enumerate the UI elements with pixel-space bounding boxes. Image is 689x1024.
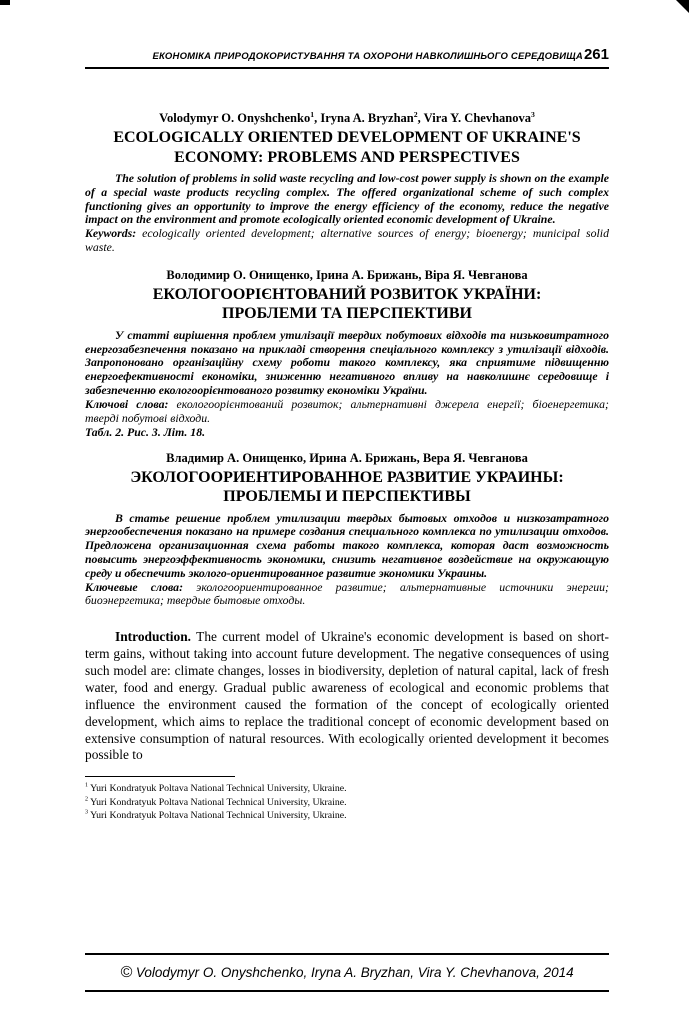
footnote-1 — [85, 782, 609, 795]
author-en-2: Iryna A. Bryzhan — [320, 111, 414, 125]
footnote-3 — [85, 809, 609, 822]
article-title-en-line2: ECONOMY: PROBLEMS AND PERSPECTIVES — [174, 148, 520, 166]
keywords-en-label: Keywords: — [85, 226, 137, 241]
footnote-1-text: Yuri Kondratyuk Poltava National Technical University, Ukraine. — [90, 783, 347, 795]
abstract-en: The solution of problems in solid waste recycling and low-cost power supply is shown on the example of a special waste products recycling complex. The offered organizational scheme of such complex functioning gives an opportunity to improve the energy efficiency of the economy, reduce the negative impact on the environment and promote ecologically oriented economic development of Ukraine. — [85, 171, 609, 227]
footnote-separator — [85, 776, 235, 777]
abstract-ru: В статье решение проблем утилизации твердых бытовых отходов и низкозатратного энергообеспечения показано на примере создания специального комплекса по утилизации отходов. Предложена организационная схема работы такого комплекса, которая даст возможность повысить энергоэффективность экономики, снизить негативное воздействие на окружающую среду и обеспечить эколого-ориентированное развитие экономики Украины. — [85, 510, 609, 580]
introduction-heading: Introduction. — [115, 629, 192, 645]
page-number: 261 — [583, 46, 609, 63]
keywords-ru-text: экологоориентированное развитие; альтернативные источники энергии; биоэнергетика; твердые бытовые отходы. — [85, 579, 609, 608]
introduction-paragraph — [85, 629, 609, 764]
article-title-en — [85, 128, 609, 167]
scan-artifact-top-left — [0, 0, 10, 5]
article-title-en-line1: ECOLOGICALLY ORIENTED DEVELOPMENT OF UKRAINE'S — [113, 129, 581, 146]
introduction-text: The current model of Ukraine's economic development is based on short-term gains, without taking into account future development. The negative consequences of using such model are: climate changes, losses in biodiversity, depletion of natural capital, lack of fresh water, food and energy. Gradual public awareness of ecological and economic problems that influence the environment caused the formation of the concept of ecologically oriented development, which aims to replace the traditional concept of economic development based on extensive consumption of natural resources. With ecologically oriented development it becomes possible to — [85, 629, 609, 763]
scan-artifact-top-right — [676, 0, 689, 13]
authors-ru: Владимир А. Онищенко, Ирина А. Брижань, Вера Я. Чевганова — [166, 450, 528, 465]
keywords-en-text: ecologically oriented development; alternative sources of energy; bioenergy; municipal solid waste. — [85, 226, 609, 255]
running-header — [85, 46, 609, 69]
footer-rule-bottom — [85, 990, 609, 992]
authors-en — [85, 111, 609, 126]
author-en-1: Volodymyr O. Onyshchenko — [159, 111, 311, 125]
keywords-en — [85, 227, 609, 255]
keywords-ua — [85, 398, 609, 426]
article-title-ua — [85, 285, 609, 324]
article-title-ua-line2: ПРОБЛЕМИ ТА ПЕРСПЕКТИВИ — [222, 305, 472, 323]
article-title-ua-line1: ЕКОЛОГООРІЄНТОВАНИЙ РОЗВИТОК УКРАЇНИ: — [152, 285, 542, 303]
keywords-ru — [85, 581, 609, 609]
footnote-1-mark: 1 — [85, 783, 89, 790]
keywords-ua-text: екологоорієнтований розвиток; альтернативні джерела енергії; біоенергетика; тверді побутові відходи. — [85, 396, 609, 425]
copyright-icon: © — [120, 964, 133, 981]
authors-ua: Володимир О. Онищенко, Ірина А. Брижань, Віра Я. Чевганова — [166, 267, 528, 282]
author-en-3: Vira Y. Chevhanova — [423, 111, 531, 125]
article-stats: Табл. 2. Рис. 3. Літ. 18. — [85, 425, 206, 440]
footnote-2-text: Yuri Kondratyuk Poltava National Technical University, Ukraine. — [90, 796, 347, 808]
keywords-ru-label: Ключевые слова: — [85, 579, 183, 594]
footnote-2 — [85, 796, 609, 809]
footnote-3-mark: 3 — [85, 809, 89, 816]
footnote-2-mark: 2 — [85, 796, 89, 803]
author-en-2-affil-mark: 2 — [413, 109, 418, 119]
article-title-ru — [85, 468, 609, 507]
abstract-ua: У статті вирішення проблем утилізації твердих побутових відходів та низьковитратного енергозабезпечення показано на прикладі створення спеціального комплексу з утилізації відходів. Запропоновано організаційну схему роботи такого комплексу, яка сприятиме підвищенню енергоефективності економіки, зниженню негативного впливу на навколишнє середовище і забезпеченню екологоорієнтованого розвитку економіки України. — [85, 327, 609, 398]
journal-title: ЕКОНОМІКА ПРИРОДОКОРИСТУВАННЯ ТА ОХОРОНИ НАВКОЛИШНЬОГО СЕРЕДОВИЩА — [152, 51, 583, 62]
copyright-text: Volodymyr O. Onyshchenko, Iryna A. Bryzhan, Vira Y. Chevhanova, 2014 — [132, 965, 574, 980]
author-en-3-affil-mark: 3 — [530, 109, 535, 119]
author-separator: , — [417, 111, 424, 125]
article-title-ru-line2: ПРОБЛЕМЫ И ПЕРСПЕКТИВЫ — [223, 488, 471, 506]
article-title-ru-line1: ЭКОЛОГООРИЕНТИРОВАННОЕ РАЗВИТИЕ УКРАИНЫ: — [130, 468, 564, 486]
author-separator: , — [314, 111, 321, 125]
footnote-3-text: Yuri Kondratyuk Poltava National Technical University, Ukraine. — [90, 809, 347, 821]
page-footer — [85, 953, 609, 992]
author-en-1-affil-mark: 1 — [310, 109, 315, 119]
copyright-line — [85, 955, 609, 990]
keywords-ua-label: Ключові слова: — [85, 396, 169, 411]
